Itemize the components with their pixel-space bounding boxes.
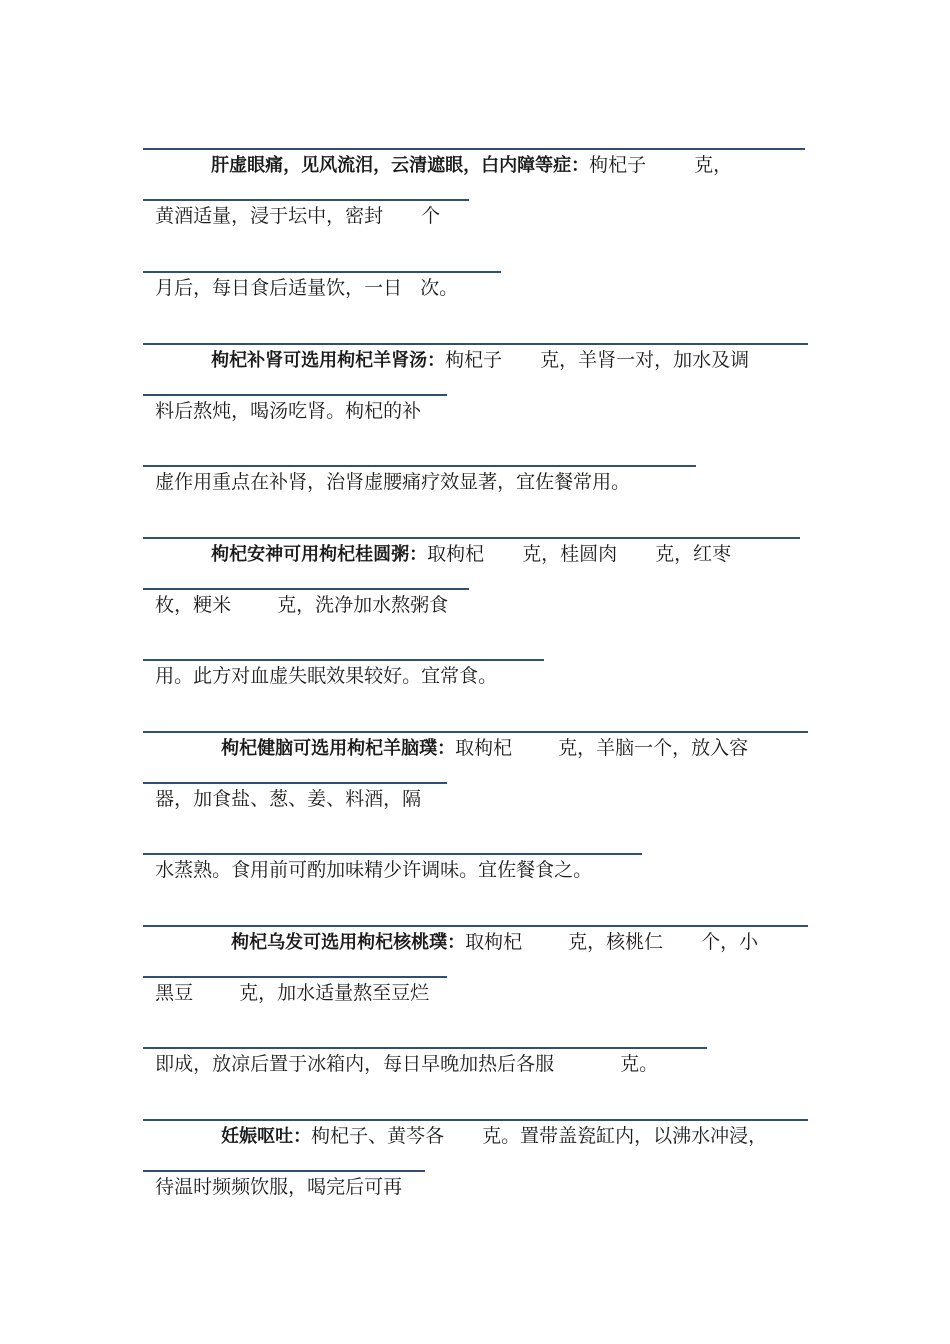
paragraph-5-line-2: 黑豆 克，加水适量熬至豆烂 <box>143 948 447 978</box>
paragraph-6-line-2: 待温时频频饮服，喝完后可再 <box>143 1142 425 1172</box>
paragraph-4-heading: 枸杞健脑可选用枸杞羊脑璞： <box>221 738 456 759</box>
paragraph-4-line-1: 枸杞健脑可选用枸杞羊脑璞：取枸杞 克，羊脑一个，放入容 <box>143 703 808 733</box>
paragraph-1-heading: 肝虚眼痛，见风流泪，云清遮眼，白内障等症： <box>211 155 590 176</box>
paragraph-3-line-2: 枚，粳米 克，洗净加水熬粥食 <box>143 560 469 590</box>
paragraph-4-line-3: 水蒸熟。食用前可酌加味精少许调味。宜佐餐食之。 <box>143 825 642 855</box>
paragraph-2-line-3: 虚作用重点在补肾，治肾虚腰痛疗效显著，宜佐餐常用。 <box>143 437 696 467</box>
paragraph-5-line-1: 枸杞乌发可选用枸杞核桃璞：取枸杞 克，核桃仁 个，小 <box>143 897 808 927</box>
paragraph-1-line-3: 月后，每日食后适量饮，一日 次。 <box>143 243 501 273</box>
paragraph-2-line-1: 枸杞补肾可选用枸杞羊肾汤：枸杞子 克，羊肾一对，加水及调 <box>143 315 808 345</box>
paragraph-2-line-2: 料后熬炖，喝汤吃肾。枸杞的补 <box>143 366 447 396</box>
paragraph-3-line-3: 用。此方对血虚失眠效果较好。宜常食。 <box>143 631 544 661</box>
paragraph-4-line-2: 器，加食盐、葱、姜、料酒，隔 <box>143 754 447 784</box>
paragraph-1-line-1: 肝虚眼痛，见风流泪，云清遮眼，白内障等症：枸杞子 克， <box>143 120 805 150</box>
paragraph-6-line-1: 妊娠呕吐：枸杞子、黄芩各 克。置带盖瓷缸内，以沸水冲浸， <box>143 1091 808 1121</box>
paragraph-5-line-3: 即成，放凉后置于冰箱内，每日早晚加热后各服 克。 <box>143 1019 707 1049</box>
paragraph-1-line-2: 黄酒适量，浸于坛中，密封 个 <box>143 171 469 201</box>
paragraph-2-heading: 枸杞补肾可选用枸杞羊肾汤： <box>211 350 446 371</box>
paragraph-3-heading: 枸杞安神可用枸杞桂圆粥： <box>211 544 428 565</box>
paragraph-5-heading: 枸杞乌发可选用枸杞核桃璞： <box>231 932 466 953</box>
paragraph-3-line-1: 枸杞安神可用枸杞桂圆粥：取枸杞 克，桂圆肉 克，红枣 <box>143 509 800 539</box>
paragraph-6-heading: 妊娠呕吐： <box>221 1126 312 1147</box>
